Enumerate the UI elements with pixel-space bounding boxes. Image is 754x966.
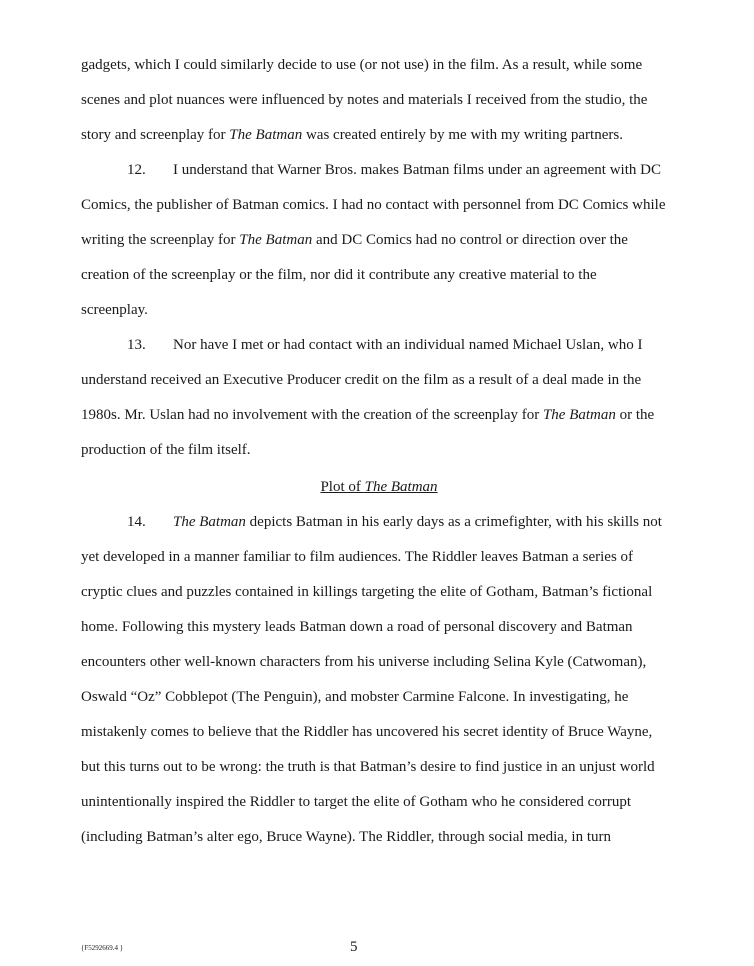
- text-run: depicts Batman in his early days as a crimefighter, with his skills not: [245, 514, 662, 530]
- body-line: (including Batman’s alter ego, Bruce Wayne). The Riddler, through social media, in turn: [81, 829, 612, 845]
- film-title-italic: The Batman: [239, 232, 313, 248]
- body-line: but this turns out to be wrong: the truth is that Batman’s desire to find justice in an unjust world: [81, 759, 655, 775]
- text-run: 1980s. Mr. Uslan had no involvement with the creation of the screenplay for: [81, 407, 543, 423]
- text-run: and DC Comics had no control or direction over the: [312, 232, 628, 248]
- paragraph-number: 14.: [127, 514, 146, 530]
- body-line: [173, 513, 662, 531]
- body-line: gadgets, which I could similarly decide to use (or not use) in the film. As a result, while some: [81, 57, 643, 73]
- body-line: home. Following this mystery leads Batman down a road of personal discovery and Batman: [81, 619, 633, 635]
- text-run: story and screenplay for: [81, 127, 230, 143]
- heading-text: Plot of: [320, 479, 365, 495]
- body-line: encounters other well-known characters from his universe including Selina Kyle (Catwoman),: [81, 654, 647, 670]
- body-line: mistakenly comes to believe that the Riddler has uncovered his secret identity of Bruce Wayne,: [81, 724, 653, 740]
- paragraph-number: 13.: [127, 337, 146, 353]
- body-line: [81, 406, 654, 424]
- body-line: [81, 231, 628, 249]
- body-line: scenes and plot nuances were influenced by notes and materials I received from the studio, the: [81, 92, 648, 108]
- body-line: understand received an Executive Producer credit on the film as a result of a deal made in the: [81, 372, 642, 388]
- body-line: yet developed in a manner familiar to film audiences. The Riddler leaves Batman a series of: [81, 549, 634, 565]
- body-line: unintentionally inspired the Riddler to target the elite of Gotham who he considered corrupt: [81, 794, 631, 810]
- body-line: cryptic clues and puzzles contained in killings targeting the elite of Gotham, Batman’s fictional: [81, 584, 653, 600]
- paragraph-number: 12.: [127, 162, 146, 178]
- body-line: I understand that Warner Bros. makes Batman films under an agreement with DC: [173, 162, 661, 178]
- film-title-italic: The Batman: [364, 479, 438, 495]
- body-line: Nor have I met or had contact with an individual named Michael Uslan, who I: [173, 337, 643, 353]
- film-title-italic: The Batman: [173, 514, 246, 530]
- film-title-italic: The Batman: [229, 127, 303, 143]
- body-line: screenplay.: [81, 302, 148, 318]
- body-line: Comics, the publisher of Batman comics. I had no contact with personnel from DC Comics while: [81, 197, 666, 213]
- section-heading: [0, 478, 754, 496]
- body-line: Oswald “Oz” Cobblepot (The Penguin), and mobster Carmine Falcone. In investigating, he: [81, 689, 629, 705]
- body-line: production of the film itself.: [81, 442, 251, 458]
- text-run: or the: [615, 407, 655, 423]
- body-line: creation of the screenplay or the film, nor did it contribute any creative material to the: [81, 267, 597, 283]
- text-run: was created entirely by me with my writing partners.: [302, 127, 623, 143]
- text-run: writing the screenplay for: [81, 232, 240, 248]
- document-id: {F5292669.4 }: [81, 944, 124, 952]
- body-line: [81, 126, 623, 144]
- page-number: 5: [350, 939, 358, 955]
- film-title-italic: The Batman: [542, 407, 616, 423]
